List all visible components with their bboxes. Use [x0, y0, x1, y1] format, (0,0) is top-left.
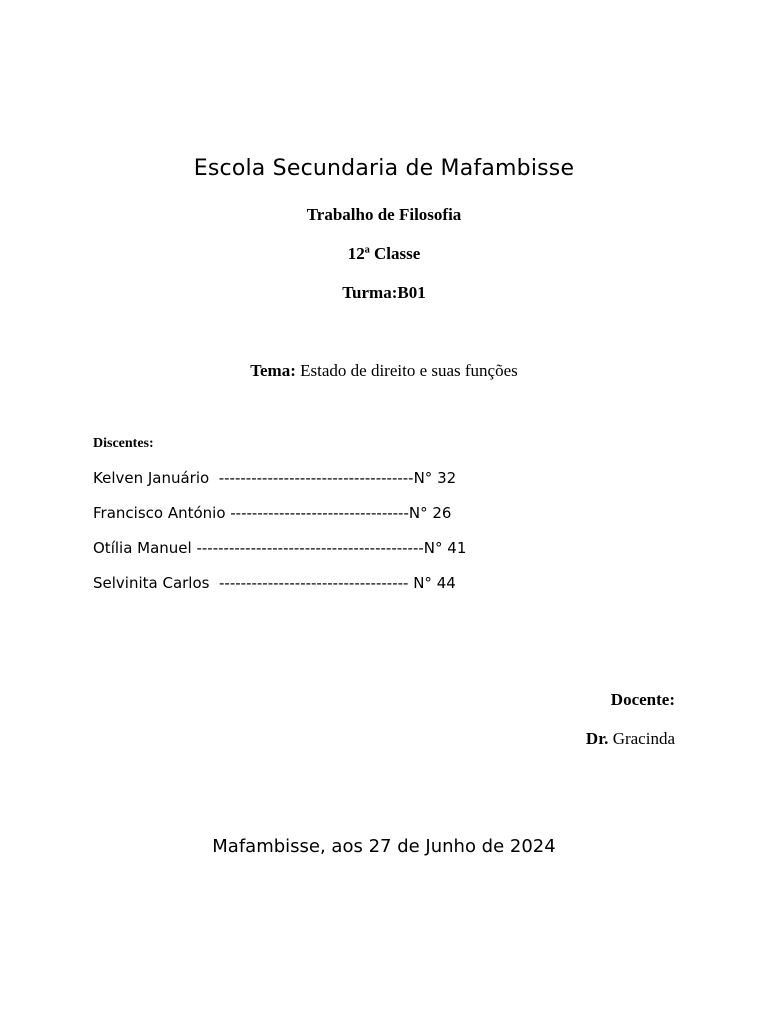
- docente-name: Gracinda: [608, 729, 675, 748]
- students-list: [93, 468, 466, 608]
- tema-label: Tema:: [250, 361, 296, 380]
- discentes-label: Discentes:: [93, 436, 154, 451]
- student-row: Kelven Januário ------------------------------------N° 32: [93, 469, 457, 487]
- tema-value: Estado de direito e suas funções: [295, 361, 518, 380]
- docente-title: Dr.: [585, 729, 609, 748]
- turma-label: Turma:B01: [342, 283, 426, 302]
- class-label: 12ª Classe: [347, 244, 421, 263]
- docente-name-line: [586, 729, 675, 749]
- student-row: Francisco António ---------------------------------N° 26: [93, 504, 452, 522]
- student-row: Otília Manuel ------------------------------------------N° 41: [93, 539, 467, 557]
- student-row: Selvinita Carlos ----------------------------------- N° 44: [93, 574, 456, 592]
- date-line: Mafambisse, aos 27 de Junho de 2024: [212, 836, 556, 857]
- school-name: Escola Secundaria de Mafambisse: [193, 156, 575, 181]
- docente-label: Docente:: [610, 690, 675, 709]
- tema-line: [0, 361, 768, 381]
- work-title: Trabalho de Filosofia: [306, 205, 462, 224]
